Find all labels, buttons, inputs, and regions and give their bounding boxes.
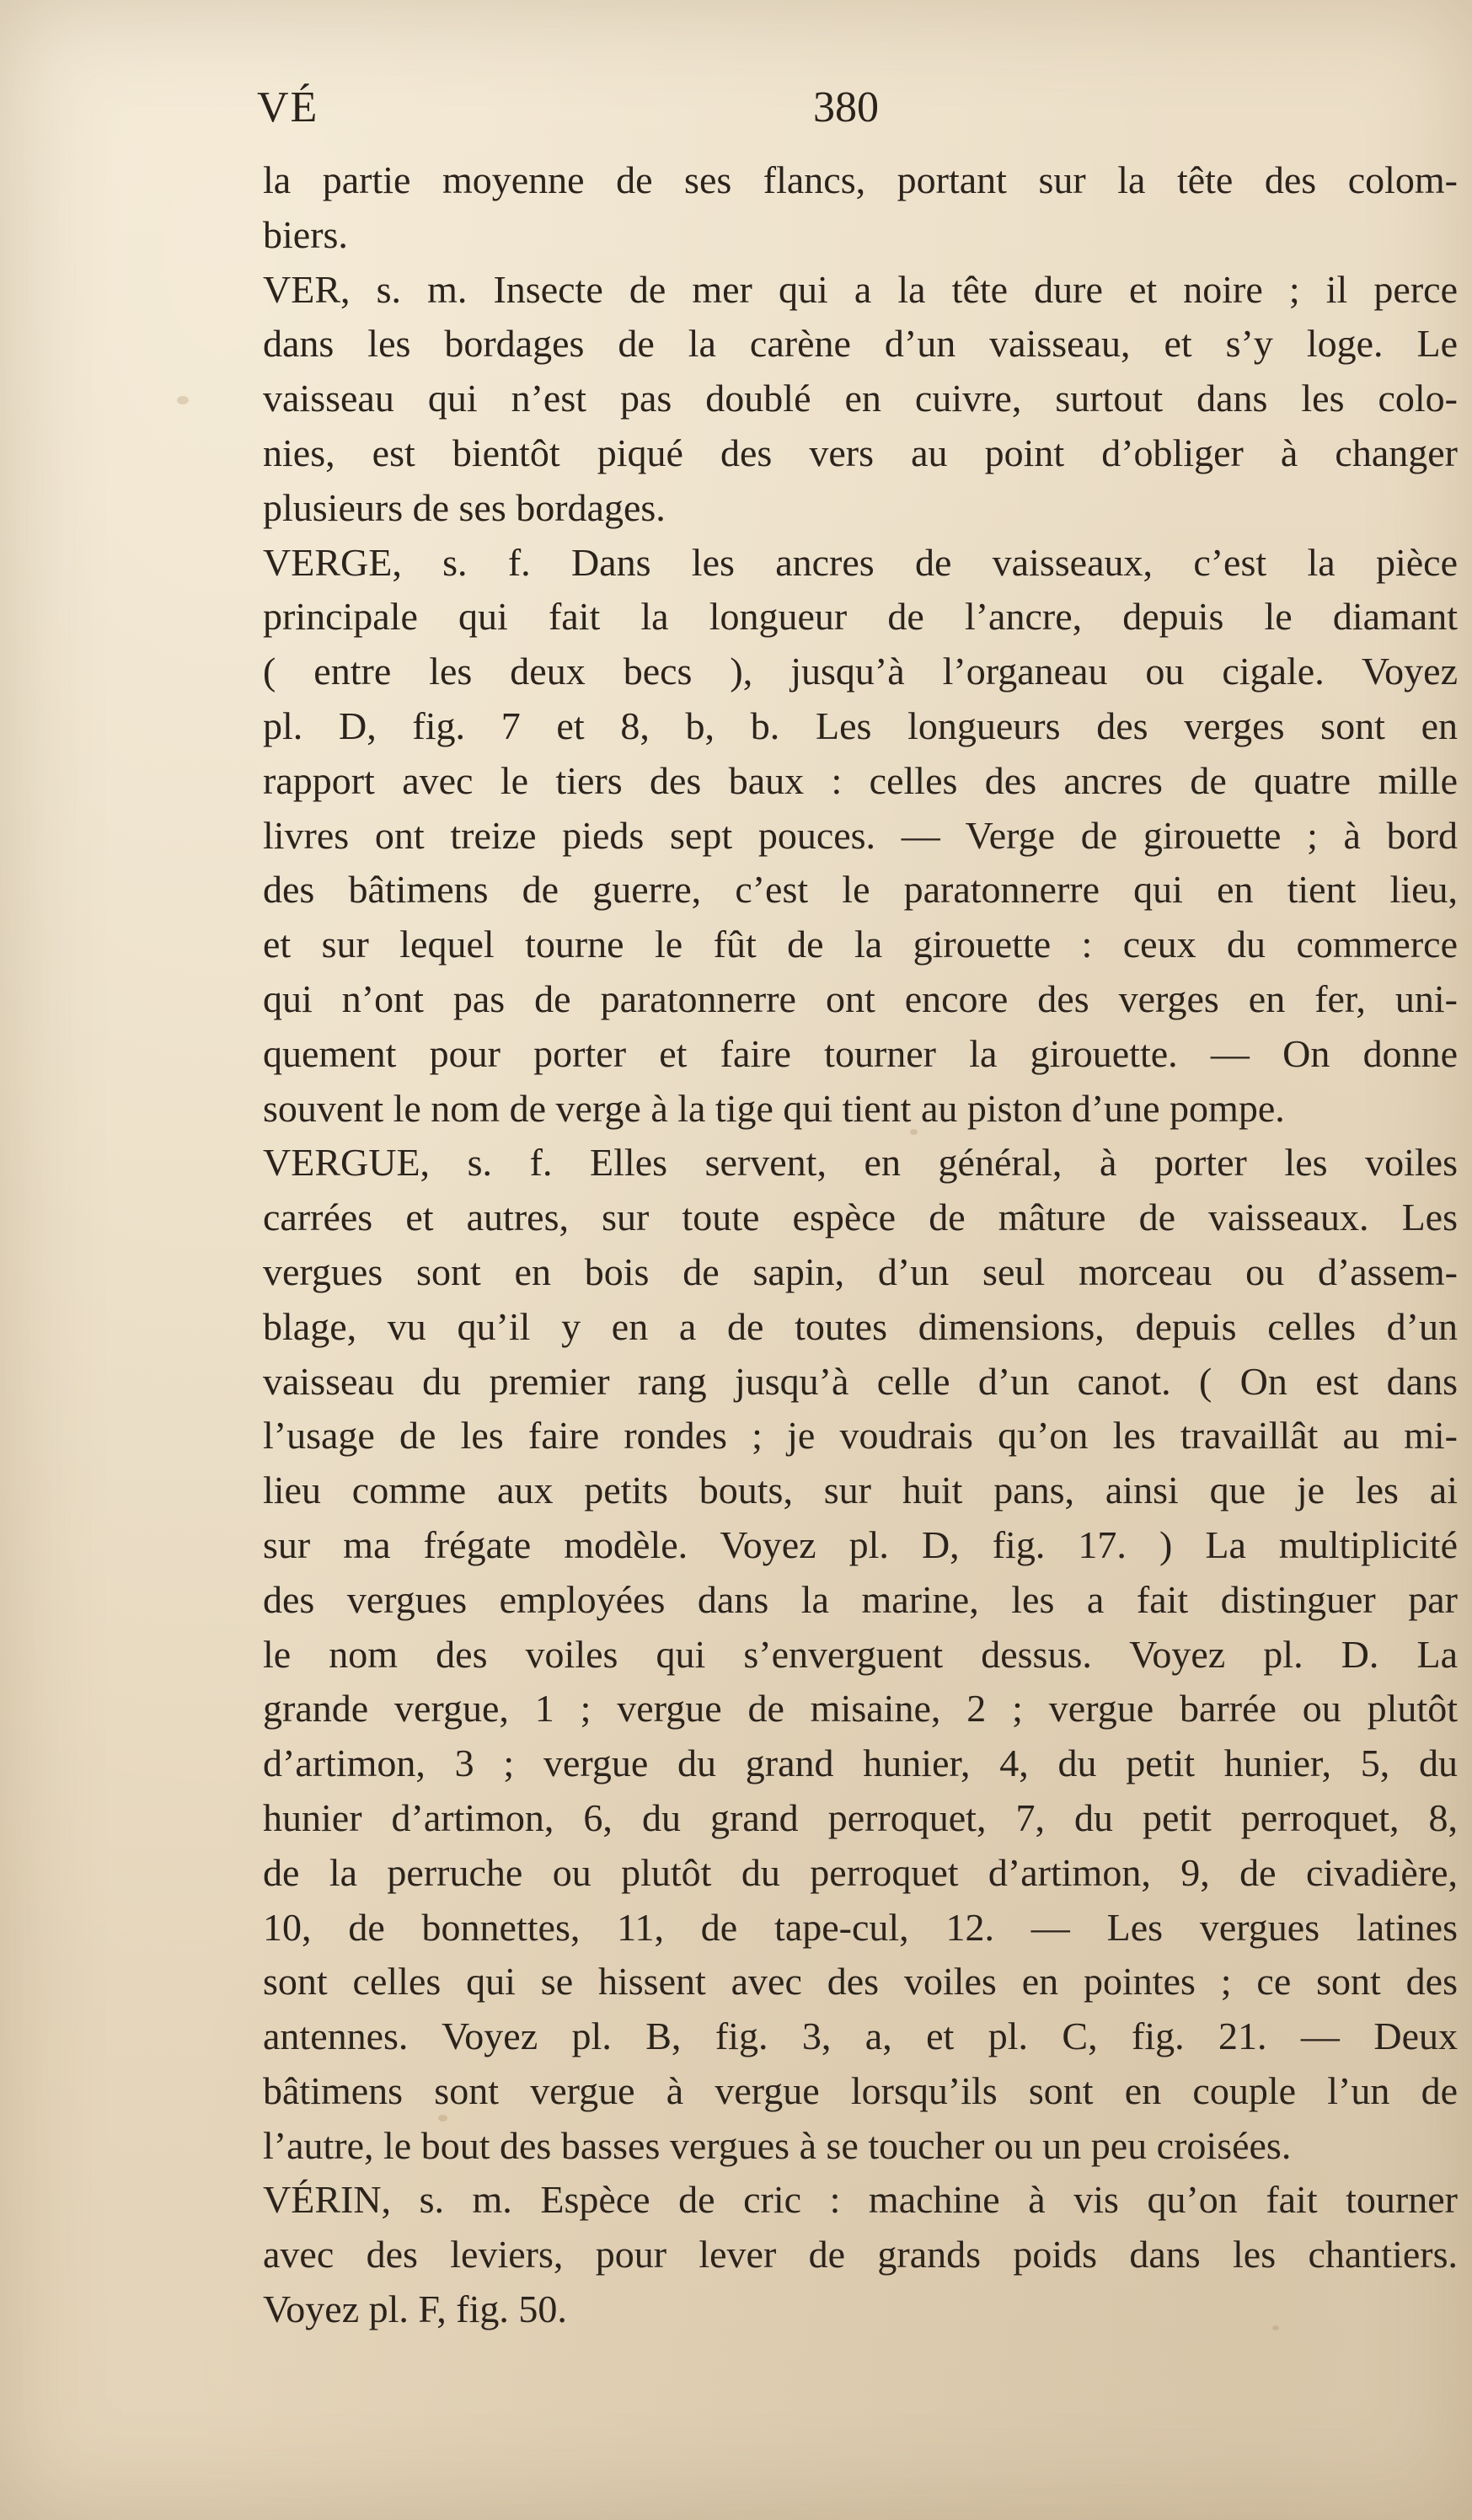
text-line: antennes. Voyez pl. B, fig. 3, a, et pl. C, fig. 21. — Deux [263, 2014, 1458, 2058]
text-line: rapport avec le tiers des baux : celles des ancres de quatre mille [263, 758, 1458, 802]
text-line: sont celles qui se hissent avec des voiles en pointes ; ce sont des [263, 1960, 1458, 2004]
text-line: pl. D, fig. 7 et 8, b, b. Les longueurs des verges sont en [263, 704, 1458, 747]
text-line: biers. [263, 212, 348, 256]
text-line: lieu comme aux petits bouts, sur huit pans, ainsi que je les ai [263, 1469, 1458, 1512]
text-line: souvent le nom de verge à la tige qui tient au piston d’une pompe. [263, 1086, 1285, 1130]
text-line: VÉRIN, s. m. Espèce de cric : machine à vis qu’on fait tourner [263, 2178, 1458, 2222]
text-line: l’usage de les faire rondes ; je voudrais qu’on les travaillât au mi- [263, 1414, 1458, 1458]
text-line: principale qui fait la longueur de l’ancre, depuis le diamant [263, 595, 1458, 639]
text-line: VERGE, s. f. Dans les ancres de vaisseaux, c’est la pièce [263, 540, 1458, 584]
running-head: VÉ [257, 83, 319, 131]
text-line: grande vergue, 1 ; vergue de misaine, 2 ; vergue barrée ou plutôt [263, 1687, 1458, 1731]
text-line: vergues sont en bois de sapin, d’un seul morceau ou d’assem- [263, 1249, 1458, 1293]
text-line: la partie moyenne de ses flancs, portant sur la tête des colom- [263, 158, 1458, 201]
text-line: le nom des voiles qui s’enverguent dessus. Voyez pl. D. La [263, 1632, 1458, 1676]
text-line: et sur lequel tourne le fût de la girouette : ceux du commerce [263, 923, 1458, 966]
text-line: l’autre, le bout des basses vergues à se toucher ou un peu croisées. [263, 2123, 1292, 2167]
text-line: de la perruche ou plutôt du perroquet d’artimon, 9, de civadière, [263, 1850, 1458, 1894]
text-line: livres ont treize pieds sept pouces. — Verge de girouette ; à bord [263, 813, 1458, 857]
text-line: qui n’ont pas de paratonnerre ont encore des verges en fer, uni- [263, 976, 1458, 1020]
text-line: VERGUE, s. f. Elles servent, en général, à porter les voiles [263, 1141, 1458, 1185]
text-line: bâtimens sont vergue à vergue lorsqu’ils sont en couple l’un de [263, 2068, 1458, 2112]
text-line: des bâtimens de guerre, c’est le paratonnerre qui en tient lieu, [263, 868, 1458, 912]
page-number: 380 [813, 83, 879, 131]
text-line: ( entre les deux becs ), jusqu’à l’organeau ou cigale. Voyez [263, 650, 1458, 693]
text-line: quement pour porter et faire tourner la girouette. — On donne [263, 1031, 1458, 1075]
text-line: nies, est bientôt piqué des vers au point d’obliger à changer [263, 431, 1458, 474]
text-line: avec des leviers, pour lever de grands poids dans les chantiers. [263, 2233, 1458, 2277]
text-line: 10, de bonnettes, 11, de tape-cul, 12. — Les vergues latines [263, 1905, 1458, 1949]
text-line: vaisseau du premier rang jusqu’à celle d’un canot. ( On est dans [263, 1359, 1458, 1403]
text-line: carrées et autres, sur toute espèce de mâture de vaisseaux. Les [263, 1196, 1458, 1239]
dictionary-text [263, 153, 1458, 2337]
page-header [257, 83, 1420, 150]
text-line: des vergues employées dans la marine, les a fait distinguer par [263, 1577, 1458, 1621]
text-line: dans les bordages de la carène d’un vaisseau, et s’y loge. Le [263, 322, 1458, 366]
paper-stain [177, 396, 189, 404]
text-line: d’artimon, 3 ; vergue du grand hunier, 4, du petit hunier, 5, du [263, 1742, 1458, 1785]
text-line: VER, s. m. Insecte de mer qui a la tête dure et noire ; il perce [263, 267, 1458, 311]
text-line: sur ma frégate modèle. Voyez pl. D, fig. 17. ) La multiplicité [263, 1522, 1458, 1566]
text-line: blage, vu qu’il y en a de toutes dimensions, depuis celles d’un [263, 1304, 1458, 1348]
text-line: vaisseau qui n’est pas doublé en cuivre, surtout dans les colo- [263, 377, 1458, 420]
text-line: hunier d’artimon, 6, du grand perroquet, 7, du petit perroquet, 8, [263, 1795, 1458, 1839]
text-line: Voyez pl. F, fig. 50. [263, 2287, 567, 2331]
text-line: plusieurs de ses bordages. [263, 485, 666, 529]
